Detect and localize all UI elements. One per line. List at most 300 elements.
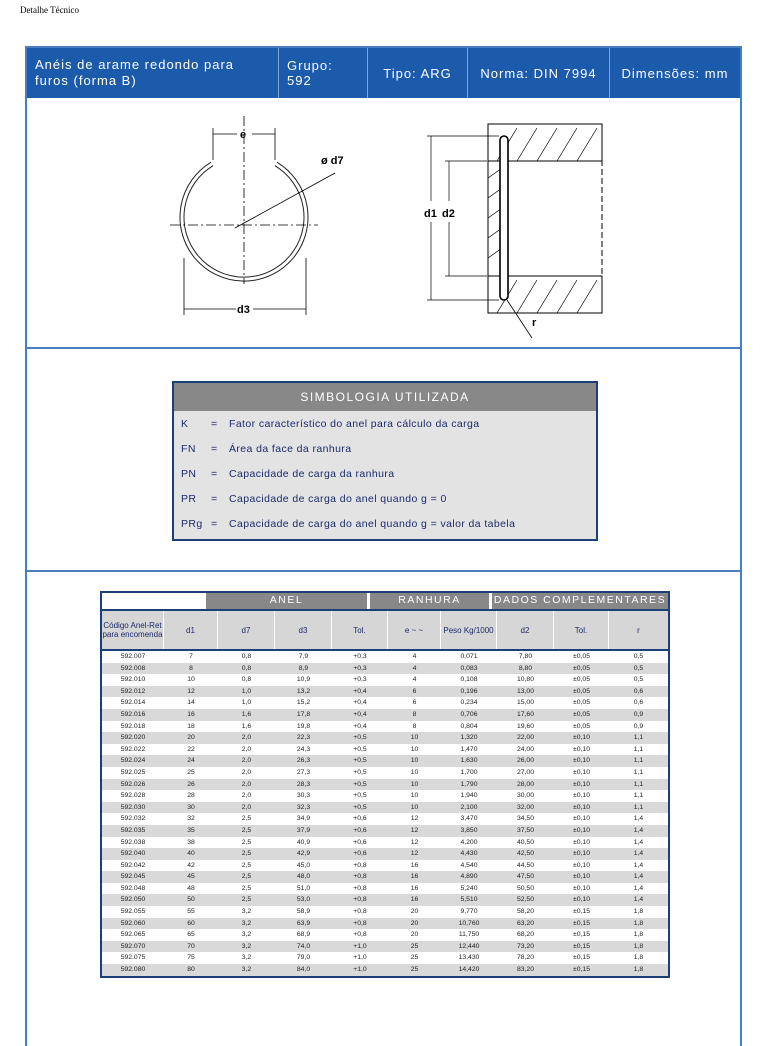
table-row (102, 744, 668, 756)
table-row (102, 779, 668, 791)
cell-d7: 2,5 (241, 850, 252, 858)
col-peso: Peso Kg/1000 (441, 611, 497, 649)
cell-d1: 32 (187, 815, 195, 823)
cell-d1: 48 (187, 884, 195, 892)
cell-tol-2: ±0,15 (573, 908, 590, 916)
cell-codigo: 592.055 (120, 908, 146, 916)
cell-d2: 32,00 (516, 803, 534, 811)
cell-d2: 68,20 (516, 931, 534, 939)
table-row (102, 941, 668, 953)
cell-d2: 34,50 (516, 815, 534, 823)
cell-r: 1,1 (633, 792, 644, 800)
cell-e: 20 (410, 931, 419, 939)
table-row (102, 697, 668, 709)
cell-d3: 17,8 (296, 710, 311, 718)
cell-d2: 13,00 (516, 687, 534, 695)
cell-tol: +0,6 (353, 815, 367, 823)
col-d2: d2 (497, 611, 554, 649)
cell-d1: 80 (187, 966, 195, 974)
cell-e: 4 (412, 664, 417, 672)
cell-e: 6 (412, 699, 417, 707)
equals: = (211, 467, 218, 480)
cell-r: 1,1 (633, 803, 644, 811)
cell-d2: 7,80 (518, 653, 533, 660)
cell-d7: 2,0 (241, 768, 252, 776)
cell-d2: 73,20 (516, 942, 534, 950)
cell-d3: 40,9 (296, 838, 311, 846)
cell-d7: 2,5 (241, 884, 252, 892)
cell-peso: 4,890 (460, 873, 478, 881)
cell-d1: 8 (189, 664, 193, 672)
cell-d2: 47,50 (516, 873, 534, 881)
cell-peso: 0,804 (460, 722, 478, 730)
cell-tol: +0,6 (353, 826, 367, 834)
cell-d1: 12 (187, 687, 195, 695)
cell-d1: 25 (187, 768, 195, 776)
cell-e: 10 (410, 792, 419, 800)
cell-peso: 11,750 (458, 931, 480, 939)
cell-tol: +0,3 (353, 653, 367, 660)
cell-e: 6 (412, 687, 417, 695)
symbology-item (174, 486, 596, 511)
equals: = (211, 492, 218, 505)
cell-r: 1,4 (633, 873, 644, 881)
cell-codigo: 592.042 (120, 861, 146, 869)
cell-e: 25 (410, 966, 419, 974)
symbol-description: Fator característico do anel para cálculo da carga (229, 417, 480, 430)
cell-r: 1,1 (633, 757, 644, 765)
cell-r: 0,6 (633, 699, 644, 707)
cell-tol: +0,8 (353, 873, 367, 881)
symbol: FN (181, 442, 196, 455)
cell-codigo: 592.014 (120, 699, 146, 707)
cell-tol: +0,8 (353, 931, 367, 939)
cell-peso: 0,083 (460, 664, 478, 672)
table-row (102, 929, 668, 941)
symbol-description: Capacidade de carga do anel quando g = valor da tabela (229, 517, 516, 530)
cell-d7: 2,0 (241, 757, 252, 765)
col-tol-2: Tol. (554, 611, 609, 649)
cell-e: 12 (410, 838, 419, 846)
cell-codigo: 592.018 (120, 722, 146, 730)
cell-r: 1,8 (633, 908, 644, 916)
cell-e: 10 (410, 780, 419, 788)
cell-tol-2: ±0,10 (573, 780, 590, 788)
table-row (102, 883, 668, 895)
table-row (102, 721, 668, 733)
cell-d7: 1,6 (241, 710, 252, 718)
cell-codigo: 592.007 (120, 653, 146, 660)
cell-peso: 1,470 (460, 745, 478, 753)
cell-d7: 3,2 (241, 942, 252, 950)
col-tol: Tol. (332, 611, 388, 649)
table-row (102, 755, 668, 767)
cell-tol: +0,4 (353, 722, 367, 730)
cell-peso: 2,100 (460, 803, 478, 811)
cell-d3: 45,0 (296, 861, 311, 869)
table-body (102, 651, 668, 976)
cell-d1: 24 (187, 757, 195, 765)
cell-codigo: 592.028 (120, 792, 146, 800)
cell-tol: +0,5 (353, 792, 367, 800)
cell-d7: 1,0 (241, 687, 252, 695)
table-row (102, 732, 668, 744)
cell-d3: 74,0 (296, 942, 311, 950)
cell-codigo: 592.065 (120, 931, 146, 939)
label-d7: ø d7 (321, 155, 344, 167)
cell-d7: 2,0 (241, 792, 252, 800)
cell-tol-2: ±0,10 (573, 861, 590, 869)
groove-section-view (427, 124, 602, 338)
spec-header (27, 48, 740, 98)
cell-peso: 4,200 (460, 838, 478, 846)
cell-d7: 0,8 (241, 664, 252, 672)
symbology-box (172, 381, 598, 541)
cell-d3: 37,9 (296, 826, 311, 834)
cell-r: 1,1 (633, 745, 644, 753)
cell-d7: 2,5 (241, 815, 252, 823)
cell-d2: 10,80 (516, 676, 534, 684)
cell-tol: +0,6 (353, 850, 367, 858)
dimensions-label: Dimensões: mm (621, 65, 729, 81)
cell-e: 25 (410, 942, 419, 950)
cell-d2: 27,00 (516, 768, 534, 776)
cell-d2: 28,00 (516, 780, 534, 788)
cell-d7: 1,6 (241, 722, 252, 730)
label-e: e (240, 129, 247, 141)
cell-tol-2: ±0,10 (573, 768, 590, 776)
cell-d7: 0,8 (241, 676, 252, 684)
cell-d2: 22,00 (516, 734, 534, 742)
cell-e: 8 (412, 710, 417, 718)
cell-tol: +0,5 (353, 780, 367, 788)
symbol-description: Área da face da ranhura (229, 442, 352, 455)
table-row (102, 848, 668, 860)
cell-peso: 0,196 (460, 687, 478, 695)
cell-tol-2: ±0,10 (573, 734, 590, 742)
cell-tol-2: ±0,15 (573, 942, 590, 950)
cell-codigo: 592.038 (120, 838, 146, 846)
cell-e: 4 (412, 653, 417, 660)
symbology-item (174, 461, 596, 486)
cell-tol-2: ±0,05 (573, 722, 590, 730)
cell-d1: 22 (187, 745, 195, 753)
cell-d1: 30 (187, 803, 195, 811)
cell-d3: 22,3 (296, 734, 311, 742)
cell-tol: +1,0 (353, 954, 367, 962)
technical-drawing (27, 98, 740, 348)
cell-codigo: 592.022 (120, 745, 146, 753)
cell-d1: 14 (187, 699, 195, 707)
cell-d2: 8,80 (518, 664, 533, 672)
cell-codigo: 592.026 (120, 780, 146, 788)
cell-codigo: 592.020 (120, 734, 146, 742)
group-ranhura: RANHURA (370, 593, 492, 609)
cell-peso: 5,240 (460, 884, 478, 892)
cell-tol-2: ±0,05 (573, 687, 590, 695)
cell-tol-2: ±0,10 (573, 745, 590, 753)
product-name: Anéis de arame redondo para furos (forma B) (27, 48, 279, 98)
cell-r: 0,5 (633, 676, 644, 684)
cell-d7: 2,0 (241, 745, 252, 753)
cell-d7: 2,0 (241, 734, 252, 742)
cell-d2: 83,20 (516, 966, 534, 974)
cell-d1: 26 (187, 780, 195, 788)
cell-d3: 8,9 (298, 664, 309, 672)
cell-d1: 20 (187, 734, 195, 742)
cell-d1: 42 (187, 861, 195, 869)
cell-peso: 4,430 (460, 850, 478, 858)
table-row (102, 674, 668, 686)
cell-d3: 15,2 (296, 699, 311, 707)
cell-peso: 5,510 (460, 896, 478, 904)
cell-peso: 1,700 (460, 768, 478, 776)
cell-d3: 32,3 (296, 803, 311, 811)
col-d3: d3 (275, 611, 332, 649)
table-row (102, 964, 668, 976)
col-r: r (637, 625, 640, 635)
cell-r: 1,8 (633, 954, 644, 962)
cell-d3: 63,9 (296, 919, 311, 927)
table-row (102, 686, 668, 698)
cell-peso: 0,234 (460, 699, 478, 707)
section-divider (27, 570, 740, 572)
cell-tol: +0,4 (353, 687, 367, 695)
cell-e: 16 (410, 896, 419, 904)
cell-codigo: 592.040 (120, 850, 146, 858)
cell-d1: 70 (187, 942, 195, 950)
cell-r: 0,9 (633, 710, 644, 718)
cell-d1: 35 (187, 826, 195, 834)
cell-r: 1,1 (633, 768, 644, 776)
cell-r: 1,8 (633, 931, 644, 939)
cell-d1: 10 (187, 676, 195, 684)
cell-e: 16 (410, 873, 419, 881)
cell-d3: 68,9 (296, 931, 311, 939)
cell-peso: 3,850 (460, 826, 478, 834)
cell-peso: 9,770 (460, 908, 478, 916)
cell-peso: 12,440 (458, 942, 480, 950)
symbol-description: Capacidade de carga da ranhura (229, 467, 395, 480)
cell-peso: 4,540 (460, 861, 478, 869)
cell-peso: 0,108 (460, 676, 478, 684)
table-row (102, 802, 668, 814)
cell-tol: +0,4 (353, 710, 367, 718)
cell-d1: 60 (187, 919, 195, 927)
cell-r: 1,8 (633, 966, 644, 974)
cell-tol-2: ±0,05 (573, 699, 590, 707)
cell-codigo: 592.032 (120, 815, 146, 823)
symbology-item (174, 511, 596, 536)
cell-peso: 0,071 (460, 653, 478, 660)
column-headers (102, 611, 668, 651)
cell-tol: +0,5 (353, 757, 367, 765)
cell-codigo: 592.035 (120, 826, 146, 834)
cell-codigo: 592.070 (120, 942, 146, 950)
cell-d2: 15,00 (516, 699, 534, 707)
table-row (102, 813, 668, 825)
cell-peso: 1,630 (460, 757, 478, 765)
cell-codigo: 592.060 (120, 919, 146, 927)
cell-tol-2: ±0,05 (573, 664, 590, 672)
cell-tol: +0,5 (353, 745, 367, 753)
label-d3: d3 (237, 304, 250, 316)
cell-d2: 26,00 (516, 757, 534, 765)
cell-d7: 3,2 (241, 954, 252, 962)
cell-d2: 37,50 (516, 826, 534, 834)
technical-sheet (25, 46, 742, 1046)
cell-peso: 0,706 (460, 710, 478, 718)
table-row (102, 790, 668, 802)
cell-d2: 17,60 (516, 710, 534, 718)
cell-r: 1,8 (633, 919, 644, 927)
cell-codigo: 592.012 (120, 687, 146, 695)
cell-e: 16 (410, 884, 419, 892)
cell-d2: 42,50 (516, 850, 534, 858)
cell-d7: 2,0 (241, 780, 252, 788)
cell-e: 20 (410, 908, 419, 916)
cell-peso: 1,320 (460, 734, 478, 742)
symbol: PR (181, 492, 197, 505)
cell-d3: 28,3 (296, 780, 311, 788)
cell-tol-2: ±0,10 (573, 838, 590, 846)
cell-codigo: 592.025 (120, 768, 146, 776)
cell-codigo: 592.050 (120, 896, 146, 904)
cell-d2: 44,50 (516, 861, 534, 869)
table-row (102, 825, 668, 837)
cell-d3: 58,9 (296, 908, 311, 916)
symbology-item (174, 411, 596, 436)
cell-codigo: 592.030 (120, 803, 146, 811)
cell-e: 12 (410, 850, 419, 858)
cell-d1: 38 (187, 838, 195, 846)
cell-codigo: 592.075 (120, 954, 146, 962)
cell-e: 12 (410, 826, 419, 834)
cell-d1: 55 (187, 908, 195, 916)
cell-d7: 3,2 (241, 919, 252, 927)
cell-d7: 3,2 (241, 931, 252, 939)
symbol: PRg (181, 517, 203, 530)
cell-e: 10 (410, 757, 419, 765)
group-dados-complementares: DADOS COMPLEMENTARES (492, 593, 668, 609)
cell-tol-2: ±0,10 (573, 873, 590, 881)
standard-label: Norma: DIN 7994 (468, 48, 610, 98)
cell-tol-2: ±0,15 (573, 919, 590, 927)
cell-peso: 1,790 (460, 780, 478, 788)
cell-d7: 3,2 (241, 908, 252, 916)
cell-r: 0,5 (633, 653, 644, 660)
cell-tol: +0,3 (353, 676, 367, 684)
table-row (102, 860, 668, 872)
cell-tol-2: ±0,15 (573, 954, 590, 962)
cell-e: 10 (410, 768, 419, 776)
cell-d1: 50 (187, 896, 195, 904)
cell-d2: 63,20 (516, 919, 534, 927)
group-blank (102, 593, 206, 609)
cell-tol: +0,5 (353, 768, 367, 776)
cell-d3: 51,0 (296, 884, 311, 892)
cell-tol-2: ±0,05 (573, 676, 590, 684)
cell-codigo: 592.008 (120, 664, 146, 672)
cell-tol: +0,8 (353, 908, 367, 916)
section-divider (27, 347, 740, 349)
cell-r: 0,6 (633, 687, 644, 695)
cell-d1: 75 (187, 954, 195, 962)
cell-d1: 7 (189, 653, 193, 660)
cell-e: 8 (412, 722, 417, 730)
table-row (102, 918, 668, 930)
cell-tol: +0,4 (353, 699, 367, 707)
equals: = (211, 517, 218, 530)
cell-d3: 34,9 (296, 815, 311, 823)
cell-tol: +0,6 (353, 838, 367, 846)
cell-e: 12 (410, 815, 419, 823)
cell-r: 1,4 (633, 861, 644, 869)
cell-peso: 13,430 (458, 954, 480, 962)
table-row (102, 871, 668, 883)
cell-tol: +0,3 (353, 664, 367, 672)
table-row (102, 709, 668, 721)
cell-d3: 30,3 (296, 792, 311, 800)
cell-r: 1,4 (633, 884, 644, 892)
cell-r: 1,1 (633, 734, 644, 742)
cell-peso: 1,940 (460, 792, 478, 800)
cell-e: 10 (410, 734, 419, 742)
cell-tol-2: ±0,10 (573, 757, 590, 765)
cell-r: 0,5 (633, 664, 644, 672)
cell-peso: 14,420 (458, 966, 480, 974)
cell-d2: 30,00 (516, 792, 534, 800)
cell-d1: 65 (187, 931, 195, 939)
cell-d2: 58,20 (516, 908, 534, 916)
cell-tol: +1,0 (353, 942, 367, 950)
cell-tol-2: ±0,10 (573, 884, 590, 892)
cell-d7: 2,0 (241, 803, 252, 811)
cell-d3: 27,3 (296, 768, 311, 776)
cell-r: 0,9 (633, 722, 644, 730)
cell-codigo: 592.048 (120, 884, 146, 892)
cell-codigo: 592.080 (120, 966, 146, 974)
cell-tol-2: ±0,05 (573, 653, 590, 660)
cell-tol-2: ±0,05 (573, 710, 590, 718)
cell-peso: 10,760 (458, 919, 480, 927)
symbol-description: Capacidade de carga do anel quando g = 0 (229, 492, 447, 505)
cell-tol: +1,0 (353, 966, 367, 974)
table-row (102, 952, 668, 964)
cell-r: 1,4 (633, 850, 644, 858)
symbology-item (174, 436, 596, 461)
dimensions-table (100, 591, 670, 978)
cell-tol: +0,5 (353, 734, 367, 742)
table-row (102, 663, 668, 675)
cell-r: 1,4 (633, 838, 644, 846)
cell-d3: 13,2 (296, 687, 311, 695)
col-d1: d1 (164, 611, 218, 649)
table-row (102, 894, 668, 906)
symbol: K (181, 417, 189, 430)
cell-d7: 2,5 (241, 873, 252, 881)
cell-d3: 48,0 (296, 873, 311, 881)
group-label: Grupo: 592 (279, 48, 368, 98)
cell-tol-2: ±0,10 (573, 850, 590, 858)
cell-d7: 2,5 (241, 896, 252, 904)
cell-d3: 19,8 (296, 722, 311, 730)
cell-tol: +0,8 (353, 861, 367, 869)
cell-tol: +0,8 (353, 896, 367, 904)
col-e: e ~ ~ (388, 611, 441, 649)
cell-codigo: 592.010 (120, 676, 146, 684)
cell-d1: 18 (187, 722, 195, 730)
